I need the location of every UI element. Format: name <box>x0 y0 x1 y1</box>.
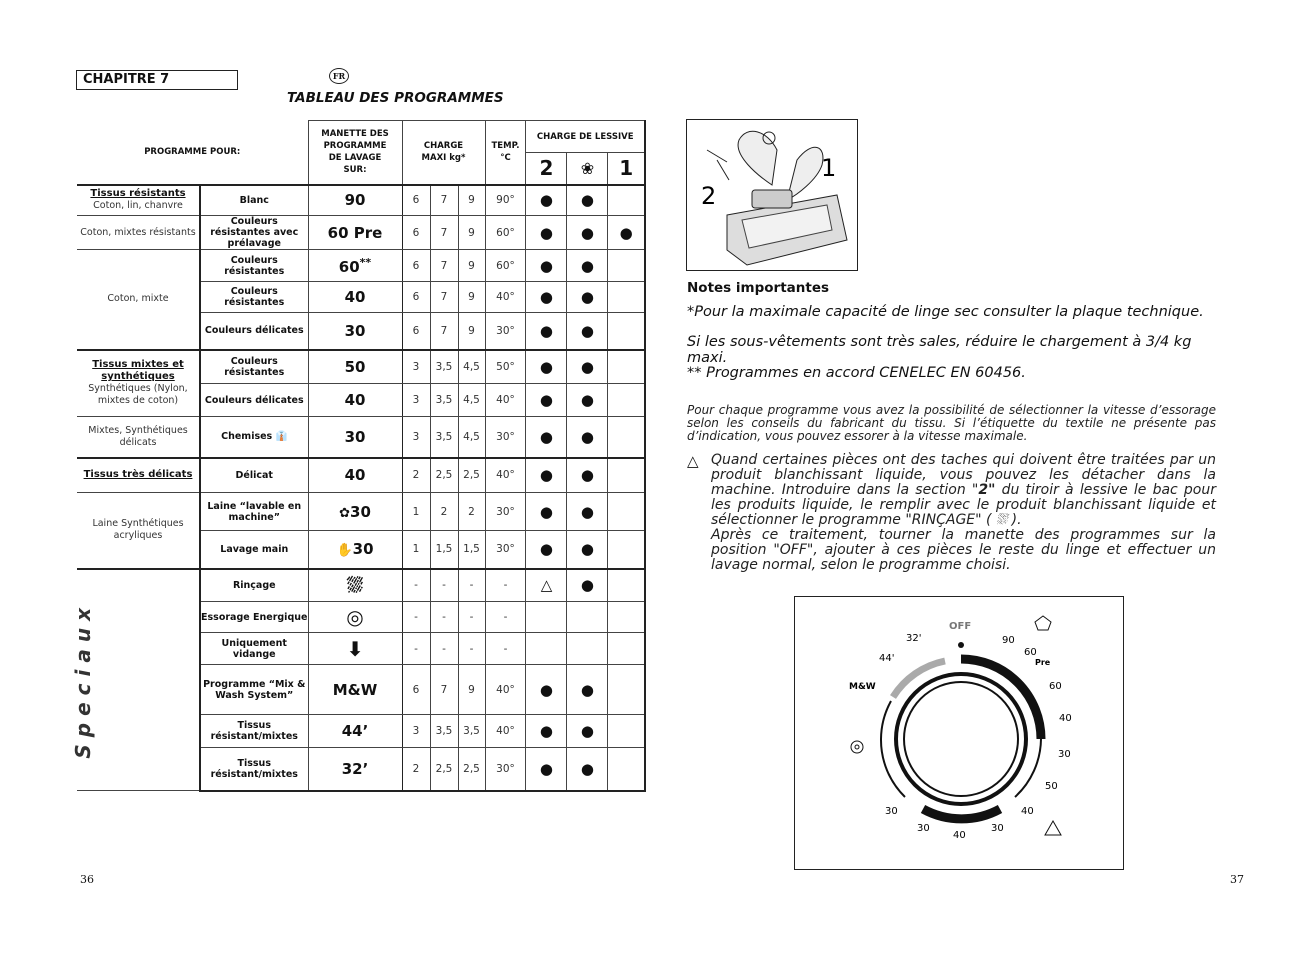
group-cell <box>77 458 200 493</box>
charge-cell: 9 <box>458 313 485 350</box>
charge-cell: 2,5 <box>458 458 485 493</box>
temp-header: TEMP. °C <box>485 121 526 185</box>
lessive-cell: ● <box>567 715 608 748</box>
note-capacity: *Pour la maximale capacité de linge sec consulter la plaque technique. <box>687 304 1204 320</box>
lessive-cell <box>608 715 645 748</box>
table-row <box>77 350 645 384</box>
lessive-cell <box>608 417 645 458</box>
lessive-header: CHARGE DE LESSIVE <box>526 121 645 153</box>
table-row <box>77 569 645 602</box>
group-title: Tissus résistants <box>90 188 186 200</box>
knob-cell <box>308 417 402 458</box>
charge-cell: 6 <box>402 282 430 313</box>
charge-cell: 7 <box>430 313 458 350</box>
knob-cell <box>308 748 402 791</box>
svg-text:40: 40 <box>953 830 966 841</box>
page-number-left: 36 <box>80 873 94 886</box>
knob-value: 30 <box>352 540 374 559</box>
charge-cell: - <box>458 602 485 633</box>
charge-cell: 4,5 <box>458 350 485 384</box>
knob-value: 90 <box>344 191 366 210</box>
temp-cell: 30° <box>485 313 526 350</box>
lessive-cell <box>608 748 645 791</box>
group-subtitle: Coton, mixte <box>107 293 169 305</box>
lessive-cell: ● <box>526 417 567 458</box>
lessive-col-2: 2 <box>526 153 567 185</box>
group-title: Tissus très délicats <box>83 469 193 481</box>
group-cell <box>77 350 200 417</box>
programme-header: PROGRAMME POUR: <box>77 121 308 185</box>
charge-cell: 9 <box>458 250 485 282</box>
lessive-cell <box>526 633 567 665</box>
knob-value: 50 <box>344 357 366 376</box>
fabric-cell: Programme “Mix & Wash System” <box>200 665 308 715</box>
charge-cell: - <box>402 602 430 633</box>
svg-text:40: 40 <box>1021 806 1034 817</box>
svg-text:90: 90 <box>1002 635 1015 646</box>
rinse-icon: ⛆ <box>347 573 363 598</box>
temp-cell: 40° <box>485 715 526 748</box>
lessive-cell <box>608 250 645 282</box>
group-title: Tissus mixtes et synthétiques <box>92 359 184 383</box>
lessive-cell: ● <box>567 531 608 569</box>
knob-value: 30 <box>344 321 366 340</box>
lessive-cell: ● <box>526 748 567 791</box>
table-row <box>77 458 645 493</box>
charge-cell: - <box>430 602 458 633</box>
knob-cell <box>308 715 402 748</box>
lessive-cell: ● <box>526 350 567 384</box>
note-underwear: Si les sous-vêtements sont très sales, réduire le chargement à 3/4 kg maxi. <box>687 334 1192 366</box>
group-title: Speciaux <box>71 600 95 759</box>
temp-cell: 40° <box>485 665 526 715</box>
svg-text:50: 50 <box>1045 781 1058 792</box>
charge-cell: - <box>458 633 485 665</box>
charge-cell: 9 <box>458 665 485 715</box>
temp-cell: - <box>485 602 526 633</box>
knob-value: 40 <box>344 466 366 485</box>
fabric-cell: Rinçage <box>200 569 308 602</box>
lessive-cell: ● <box>567 185 608 216</box>
lessive-cell <box>567 602 608 633</box>
charge-cell: 3,5 <box>430 384 458 417</box>
svg-text:30: 30 <box>885 806 898 817</box>
svg-text:44': 44' <box>879 653 895 664</box>
knob-value: 40 <box>344 391 366 409</box>
temp-cell: 40° <box>485 458 526 493</box>
fabric-cell: Uniquement vidange <box>200 633 308 665</box>
charge-cell: 6 <box>402 185 430 216</box>
temp-cell: - <box>485 569 526 602</box>
fabric-cell: Essorage Energique <box>200 602 308 633</box>
delicate-icon <box>1045 821 1061 835</box>
notes-title: Notes importantes <box>687 280 830 296</box>
spin-speed-paragraph: Pour chaque programme vous avez la possibilité de sélectionner la vitesse d’essorage selon les conseils du fabricant du tissu. Si l’étiquette du textile ne présente pas d’indication, vous pouvez essorer à la vitesse maximale. <box>687 403 1216 443</box>
svg-text:30: 30 <box>991 823 1004 834</box>
table-row <box>77 216 645 250</box>
lessive-cell: ● <box>526 185 567 216</box>
lessive-cell: ● <box>567 384 608 417</box>
lessive-cell: ● <box>526 282 567 313</box>
charge-cell: 3,5 <box>430 350 458 384</box>
note-cenelec: ** Programmes en accord CENELEC EN 60456. <box>687 365 1026 381</box>
temp-cell: 50° <box>485 350 526 384</box>
lessive-cell: ● <box>567 350 608 384</box>
lessive-cell: ● <box>526 384 567 417</box>
svg-text:32': 32' <box>906 633 922 644</box>
temp-cell: 60° <box>485 216 526 250</box>
lessive-cell: ● <box>567 250 608 282</box>
lessive-cell: ● <box>567 216 608 250</box>
svg-text:30: 30 <box>917 823 930 834</box>
fabric-cell: Couleurs délicates <box>200 384 308 417</box>
fabric-cell: Tissus résistant/mixtes <box>200 715 308 748</box>
charge-cell: 6 <box>402 216 430 250</box>
fabric-cell: Laine “lavable en machine” <box>200 493 308 531</box>
lessive-cell: ● <box>567 313 608 350</box>
drain-icon: ⬇ <box>346 636 364 661</box>
lessive-cell: ● <box>567 493 608 531</box>
program-dial <box>795 597 1123 869</box>
temp-cell: 30° <box>485 493 526 531</box>
temp-cell: 60° <box>485 250 526 282</box>
charge-cell: 7 <box>430 216 458 250</box>
lessive-cell <box>608 531 645 569</box>
fabric-cell: Couleurs résistantes <box>200 250 308 282</box>
temp-cell: 40° <box>485 384 526 417</box>
fabric-label: Chemises <box>221 431 273 443</box>
lessive-cell <box>608 282 645 313</box>
charge-cell: 1 <box>402 531 430 569</box>
lessive-cell <box>608 493 645 531</box>
charge-cell: 9 <box>458 282 485 313</box>
charge-cell: 3 <box>402 715 430 748</box>
drawer-illustration <box>686 119 858 271</box>
group-cell <box>77 493 200 569</box>
lessive-cell <box>567 633 608 665</box>
knob-cell <box>308 493 402 531</box>
table-title: TABLEAU DES PROGRAMMES <box>287 90 504 106</box>
knob-value: 30 <box>344 427 366 446</box>
table-row <box>77 250 645 282</box>
group-subtitle: Coton, lin, chanvre <box>93 200 183 212</box>
group-subtitle: Laine Synthétiques acryliques <box>92 518 184 542</box>
group-subtitle: Mixtes, Synthétiques délicats <box>88 424 188 448</box>
lessive-cell: ● <box>526 531 567 569</box>
charge-cell: 3 <box>402 384 430 417</box>
knob-cell <box>308 216 402 250</box>
knob-cell <box>308 313 402 350</box>
charge-cell: 9 <box>458 185 485 216</box>
lessive-cell <box>608 350 645 384</box>
knob-value: 60 <box>338 257 360 276</box>
charge-cell: 9 <box>458 216 485 250</box>
dial-off-label: OFF <box>949 621 972 632</box>
lessive-cell <box>608 602 645 633</box>
chapter-label: CHAPITRE 7 <box>76 70 238 90</box>
fabric-cell: Tissus résistant/mixtes <box>200 748 308 791</box>
lessive-cell <box>608 185 645 216</box>
group-cell <box>77 417 200 458</box>
detergent-drawer-drawing <box>687 120 857 270</box>
svg-text:60: 60 <box>1024 647 1037 658</box>
charge-cell: 2,5 <box>430 458 458 493</box>
charge-cell: 4,5 <box>458 417 485 458</box>
lessive-cell: ● <box>567 458 608 493</box>
lessive-cell: ● <box>567 282 608 313</box>
charge-cell: 1,5 <box>430 531 458 569</box>
svg-text:40: 40 <box>1059 713 1072 724</box>
fabric-cell: Délicat <box>200 458 308 493</box>
fabric-cell: Couleurs délicates <box>200 313 308 350</box>
lessive-cell: ● <box>526 250 567 282</box>
charge-cell: 7 <box>430 282 458 313</box>
drawer-label-2: 2 <box>701 182 717 210</box>
lessive-cell <box>608 665 645 715</box>
svg-text:60: 60 <box>1049 681 1062 692</box>
fabric-cell <box>200 417 308 458</box>
lessive-cell: ● <box>567 569 608 602</box>
fabric-cell: Couleurs résistantes <box>200 350 308 384</box>
charge-cell: - <box>402 633 430 665</box>
charge-cell: 2 <box>402 748 430 791</box>
knob-cell <box>308 458 402 493</box>
language-badge: FR <box>329 68 349 84</box>
page-number-right: 37 <box>1230 873 1244 886</box>
lessive-cell: ● <box>526 665 567 715</box>
temp-cell: 90° <box>485 185 526 216</box>
drawer-label-1: 1 <box>821 154 837 182</box>
lessive-cell: ● <box>567 748 608 791</box>
charge-cell: 2,5 <box>458 748 485 791</box>
charge-cell: 3,5 <box>430 715 458 748</box>
charge-cell: 1 <box>402 493 430 531</box>
knob-cell <box>308 633 402 665</box>
programme-table <box>71 120 646 792</box>
charge-cell: 3,5 <box>458 715 485 748</box>
charge-cell: 3,5 <box>430 417 458 458</box>
knob-value: 40 <box>344 288 366 306</box>
knob-value: M&W <box>332 680 378 699</box>
charge-cell: 2 <box>402 458 430 493</box>
knob-cell <box>308 602 402 633</box>
temp-cell: 30° <box>485 748 526 791</box>
group-cell <box>77 185 200 216</box>
charge-cell: 7 <box>430 185 458 216</box>
knob-cell <box>308 531 402 569</box>
knob-value: 30 <box>350 502 371 521</box>
shirt-icon: 👔 <box>272 431 288 443</box>
knob-cell <box>308 250 402 282</box>
lessive-cell: ● <box>526 313 567 350</box>
cotton-icon <box>1035 616 1051 630</box>
bleach-paragraph: Quand certaines pièces ont des taches qui doivent être traitées par un produit blanchissant liquide, vous pouvez les détacher dans la machine. Introduire dans la section "2" du tiroir à lessive le bac pour les produits liquide, le remplir avec le produit blanchissant liquide et sélectionner le programme "RINÇAGE" ( ⛆ ). Après ce traitement, tourner la manette des programmes sur la position "OFF", ajouter à ces pièces le reste du linge et effectuer un lavage normal, selon le programme choisi. <box>711 452 1216 573</box>
group-cell <box>71 569 200 791</box>
spin-icon <box>851 741 863 753</box>
table-row <box>77 493 645 531</box>
knob-value: 32’ <box>341 759 369 778</box>
lessive-col-1: 1 <box>608 153 645 185</box>
charge-cell: 7 <box>430 665 458 715</box>
group-subtitle: Synthétiques (Nylon, mixtes de coton) <box>88 383 188 407</box>
charge-cell: 2 <box>430 493 458 531</box>
lessive-cell <box>526 602 567 633</box>
charge-cell: 1,5 <box>458 531 485 569</box>
fabric-cell: Blanc <box>200 185 308 216</box>
lessive-cell: ● <box>608 216 645 250</box>
charge-cell: 7 <box>430 250 458 282</box>
fabric-cell: Lavage main <box>200 531 308 569</box>
knob-cell <box>308 665 402 715</box>
lessive-cell: ● <box>567 665 608 715</box>
rinse-icon: ⛆ <box>995 512 1008 528</box>
charge-cell: 3 <box>402 350 430 384</box>
flower-icon: ❀ <box>567 153 608 185</box>
charge-cell: 2,5 <box>430 748 458 791</box>
temp-cell: 30° <box>485 417 526 458</box>
lessive-cell <box>608 458 645 493</box>
program-dial-illustration <box>794 596 1124 870</box>
knob-cell <box>308 350 402 384</box>
charge-cell: 2 <box>458 493 485 531</box>
knob-note: ** <box>359 255 372 269</box>
svg-text:M&W: M&W <box>849 682 876 692</box>
knob-value: 44’ <box>341 722 369 740</box>
lessive-cell: △ <box>526 569 567 602</box>
temp-cell: 30° <box>485 531 526 569</box>
warning-icon: △ <box>687 452 699 470</box>
lessive-cell: ● <box>526 493 567 531</box>
lessive-cell: ● <box>526 216 567 250</box>
lessive-cell: ● <box>526 458 567 493</box>
manette-header: MANETTE DES PROGRAMME DE LAVAGE SUR: <box>308 121 402 185</box>
table-row <box>77 185 645 216</box>
fabric-cell: Couleurs résistantes avec prélavage <box>200 216 308 250</box>
temp-cell: 40° <box>485 282 526 313</box>
charge-cell: - <box>430 569 458 602</box>
svg-text:Pre: Pre <box>1035 658 1051 667</box>
knob-cell <box>308 185 402 216</box>
temp-cell: - <box>485 633 526 665</box>
lessive-cell <box>608 384 645 417</box>
charge-cell: 4,5 <box>458 384 485 417</box>
knob-cell <box>308 282 402 313</box>
charge-cell: 6 <box>402 665 430 715</box>
group-subtitle: Coton, mixtes résistants <box>80 226 196 238</box>
svg-text:30: 30 <box>1058 749 1071 760</box>
charge-header: CHARGE MAXI kg* <box>402 121 485 185</box>
lessive-cell <box>608 313 645 350</box>
charge-cell: 6 <box>402 250 430 282</box>
group-cell <box>77 250 200 350</box>
knob-cell <box>308 569 402 602</box>
lessive-cell <box>608 569 645 602</box>
spin-icon: ◎ <box>346 605 364 629</box>
lessive-cell <box>608 633 645 665</box>
charge-cell: - <box>402 569 430 602</box>
handwash-icon: ✋ <box>336 543 353 559</box>
charge-cell: 3 <box>402 417 430 458</box>
charge-cell: 6 <box>402 313 430 350</box>
charge-cell: - <box>430 633 458 665</box>
lessive-cell: ● <box>526 715 567 748</box>
table-row <box>77 417 645 458</box>
charge-cell: - <box>458 569 485 602</box>
knob-cell <box>308 384 402 417</box>
wool-icon: ✿ <box>339 505 351 521</box>
group-cell <box>77 216 200 250</box>
fabric-cell: Couleurs résistantes <box>200 282 308 313</box>
knob-value: 60 Pre <box>327 223 383 242</box>
lessive-cell: ● <box>567 417 608 458</box>
